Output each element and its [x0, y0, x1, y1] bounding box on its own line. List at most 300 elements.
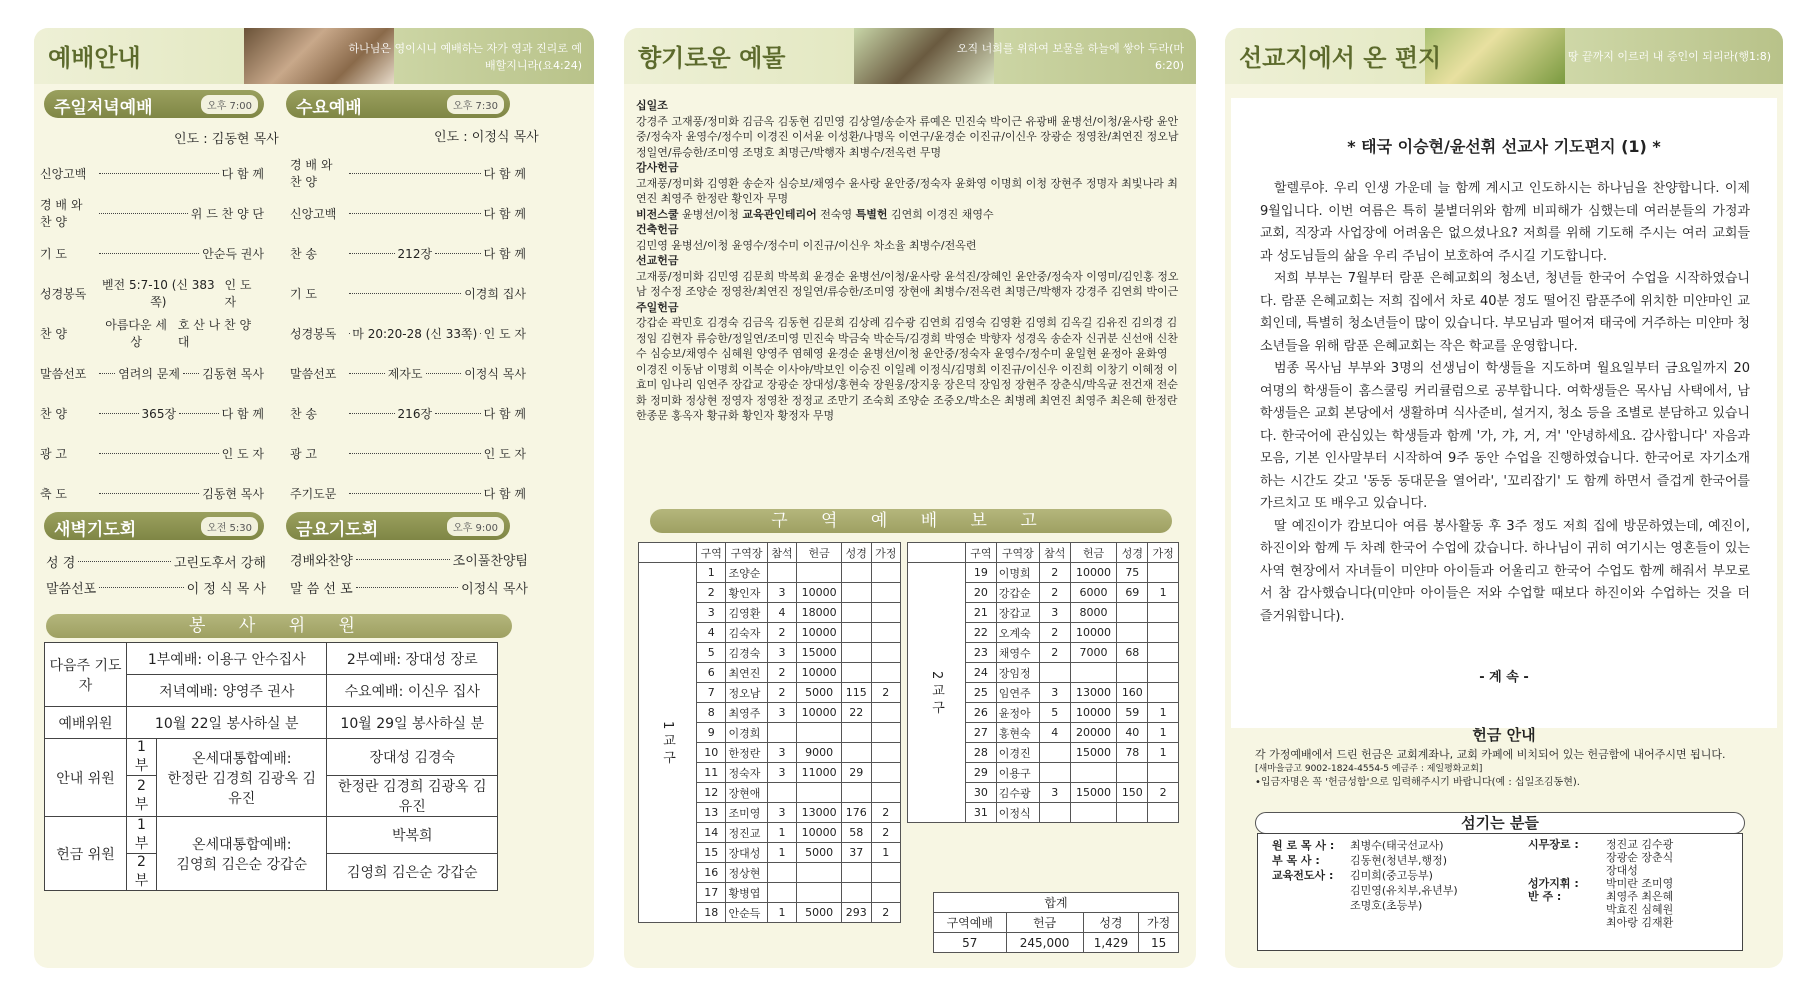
- district-cell: [1148, 683, 1179, 703]
- letter-body: [1260, 178, 1750, 628]
- offer-unite: [157, 817, 327, 891]
- dots: [349, 373, 385, 374]
- order-item: 경 배 와 찬 양: [40, 198, 83, 229]
- district-cell: [797, 723, 842, 743]
- district-cell: 8000: [1070, 603, 1117, 623]
- dawn-value-2: 이 정 식 목 사: [186, 582, 266, 597]
- prayer-4: 수요예배: 이신우 집사: [327, 675, 498, 707]
- district-cell: 20: [966, 583, 997, 603]
- district-cell: 2: [1039, 583, 1070, 603]
- district-cell: 2: [1148, 783, 1179, 803]
- order-person: 호 산 나 찬 양 대: [177, 318, 252, 349]
- offering-heading: 건축헌금: [636, 223, 679, 236]
- offering-guide-title: 헌금 안내: [1472, 726, 1536, 744]
- district-cell: 19: [966, 563, 997, 583]
- district-cell: 1: [1148, 703, 1179, 723]
- district-cell: 10000: [797, 663, 842, 683]
- district-cell: 이정식: [996, 803, 1039, 823]
- order-item: 기 도: [40, 246, 67, 261]
- order-row: [290, 158, 526, 188]
- district-cell: 293: [842, 903, 871, 923]
- district-cell: 150: [1117, 783, 1148, 803]
- district-header: 헌금: [797, 543, 842, 563]
- district-cell: 2: [1039, 563, 1070, 583]
- offering-names: 고재풍/정미화 김민영 김문희 박복희 윤경순 윤병선/이청/윤사랑 윤석진/장혜인 윤안중/정숙자 이영미/김인홍 정오남 정수정 조양순 정영찬/최연진 정일연/류승한/조미영 장현애 최병수/전옥련 최명근/박행자 강경주 김연희 박이근: [636, 269, 1179, 298]
- district-cell: 김숙자: [726, 623, 767, 643]
- district-cell: 6000: [1070, 583, 1117, 603]
- offering-heading: 주일헌금: [636, 300, 679, 314]
- staff-row: [1272, 898, 1458, 913]
- district-cell: 최연진: [726, 663, 767, 683]
- district-cell: 18: [697, 903, 726, 923]
- order-detail: 216장: [397, 406, 433, 421]
- district-cell: [767, 723, 796, 743]
- district-cell: [842, 583, 871, 603]
- offer-unite-names: 김영희 김은순 강갑순: [176, 856, 308, 873]
- sum-header: 헌금: [1006, 913, 1083, 933]
- friday-label-2: 말 씀 선 포: [290, 582, 353, 597]
- offering-group: [636, 300, 1181, 424]
- order-row: [40, 478, 264, 508]
- district-header: 구역장: [996, 543, 1039, 563]
- order-item: 광 고: [290, 446, 317, 461]
- district-cell: [871, 623, 900, 643]
- dawn-row-1: [46, 552, 266, 571]
- district-cell: 이경진: [996, 743, 1039, 763]
- staff-role: 원 로 목 사 :: [1272, 839, 1335, 852]
- offer-second: 2부: [127, 854, 157, 891]
- dots: [78, 561, 171, 562]
- staff-row: [1272, 883, 1458, 898]
- district-cell: 2: [767, 683, 796, 703]
- guide-unite-names: 한정란 김경희 김광옥 김유진: [167, 770, 317, 807]
- district-cell: 장대성: [726, 843, 767, 863]
- district-cell: 정숙자: [726, 763, 767, 783]
- offering-list: [636, 98, 1181, 424]
- district-cell: 2: [697, 583, 726, 603]
- order-person: 위 드 찬 양 단: [190, 206, 264, 221]
- order-item: 성경봉독: [40, 286, 87, 301]
- prayer-3: 저녁예배: 양영주 권사: [127, 675, 327, 707]
- dots: [99, 413, 139, 414]
- district-header-row: [908, 543, 1179, 563]
- district-cell: 3: [767, 743, 796, 763]
- offering-header: [624, 28, 1196, 84]
- letter-paragraph: 저희 부부는 7월부터 람푼 은혜교회의 청소년, 청년들 한국어 수업을 시작하였습니다. 람푼 은혜교회는 저희 집에서 차로 40분 정도 떨어진 람푼주에 위치한 미얀마인 교회인데, 특별히 청소년들이 많이 있습니다. 부모님과 떨어져 태국에 거주하는 미얀마 청소년들을 위해 람푼 은혜교회는 작은 학교를 운영합니다.: [1260, 271, 1750, 354]
- district-cell: [871, 663, 900, 683]
- district-cell: 안순득: [726, 903, 767, 923]
- order-detail: 마 20:20-28 (신 33쪽): [352, 326, 478, 341]
- order-detail: 212장: [397, 246, 433, 261]
- district-cell: [842, 663, 871, 683]
- friday-value-1: 조이풀찬양팀: [452, 554, 528, 569]
- order-item: 말씀선포: [290, 366, 337, 381]
- order-row: [290, 478, 526, 508]
- friday-time: 오후 9:00: [447, 517, 504, 536]
- offer-committee-label: 헌금 위원: [45, 817, 127, 891]
- district-cell: [767, 783, 796, 803]
- dots: [426, 373, 462, 374]
- district-cell: [842, 643, 871, 663]
- worship-header: [34, 28, 594, 84]
- dots: [356, 559, 450, 560]
- district-cell: 78: [1117, 743, 1148, 763]
- district-cell: 11000: [797, 763, 842, 783]
- staff-names: 정진교 김수광: [1606, 838, 1674, 851]
- sunday-leader: 인도 : 김동현 목사: [174, 132, 279, 147]
- letter-title: * 태국 이승현/윤선휘 선교사 기도편지 (1) *: [1347, 137, 1661, 156]
- district-cell: [1148, 623, 1179, 643]
- district-cell: 10000: [797, 583, 842, 603]
- dots: [99, 213, 188, 214]
- district-cell: [1039, 803, 1070, 823]
- order-row: [290, 438, 526, 468]
- district-cell: [871, 583, 900, 603]
- district-cell: [1117, 663, 1148, 683]
- order-row: [40, 318, 264, 348]
- dawn-pill: [44, 512, 264, 540]
- district-cell: 10: [697, 743, 726, 763]
- offering-guide-1: 각 가정예배에서 드린 헌금은 교회계좌나, 교회 카페에 비치되어 있는 헌금함에 내어주시면 됩니다.: [1255, 748, 1726, 761]
- dawn-label-1: 성 경: [46, 556, 76, 571]
- guide-unite-title: 온세대통합예배:: [192, 750, 292, 767]
- staff-names: 최아랑 김재환: [1606, 916, 1674, 929]
- district-cell: 채영수: [996, 643, 1039, 663]
- staff-names: 박효진 심혜원: [1606, 903, 1674, 916]
- worship-subtitle: 하나님은 영이시니 예배하는 자가 영과 진리로 예배할지니라(요4:24): [348, 42, 582, 72]
- district-header: 참석: [767, 543, 796, 563]
- district-cell: 3: [767, 703, 796, 723]
- district-cell: 2: [767, 663, 796, 683]
- district-cell: 4: [697, 623, 726, 643]
- district-cell: 3: [767, 803, 796, 823]
- worship-title: 예배안내: [48, 43, 141, 72]
- district-sum-table: [933, 892, 1179, 953]
- district-cell: [797, 783, 842, 803]
- guide-second: 2부: [127, 776, 157, 817]
- offering-subtitle: 오직 너희를 위하여 보물을 하늘에 쌓아 두라(마6:20): [956, 42, 1184, 72]
- district-cell: 3: [1039, 683, 1070, 703]
- dots: [99, 453, 219, 454]
- district-cell: [1148, 563, 1179, 583]
- district-cell: 15000: [1070, 783, 1117, 803]
- sum-value: 15: [1139, 933, 1179, 953]
- district-cell: 5: [697, 643, 726, 663]
- dots: [99, 587, 183, 588]
- district-cell: [1117, 623, 1148, 643]
- letter-header-title: 선교지에서 온 편지: [1239, 43, 1442, 72]
- order-item: 광 고: [40, 446, 67, 461]
- district-header: 성경: [1117, 543, 1148, 563]
- district-table-left: [638, 542, 901, 923]
- district-header-row: [639, 543, 901, 563]
- district-cell: 6: [697, 663, 726, 683]
- order-item: 말씀선포: [40, 366, 87, 381]
- offer-unite-title: 온세대통합예배:: [192, 836, 292, 853]
- district-cell: 정오남: [726, 683, 767, 703]
- sum-title-row: [934, 893, 1179, 913]
- offering-names: 강경주 고재풍/정미화 김금옥 김동현 김민영 김상열/송순자 류예은 민진숙 박이근 유광배 윤병선/이청/윤사랑 윤안중/정숙자 윤영수/정수미 이경진 이서윤 이성환/나명옥 이연구/윤경순 이진규/이신우 장광순 정영찬/최연진 정오남 정일연/류승한/조미영 조명호 최명근/박행자 최병수/전옥련 무명: [636, 114, 1179, 159]
- district-cell: 2: [1039, 623, 1070, 643]
- staff-row: [1528, 890, 1673, 903]
- order-row: [40, 358, 264, 388]
- offering-heading: 교육관인테리어: [742, 207, 817, 221]
- district-cell: 5000: [797, 843, 842, 863]
- district-cell: [842, 863, 871, 883]
- sum-title: 합계: [934, 893, 1179, 913]
- district-header: 가정: [871, 543, 900, 563]
- district-cell: 홍현숙: [996, 723, 1039, 743]
- offering-names: 윤병선/이청: [682, 207, 739, 221]
- staff-row: [1272, 853, 1458, 868]
- district-cell: [871, 783, 900, 803]
- district-cell: 29: [966, 763, 997, 783]
- offering-names: 김민영 윤병선/이청 윤영수/정수미 이진규/이신우 차소율 최병수/전옥련: [636, 238, 977, 252]
- district-cell: 30: [966, 783, 997, 803]
- district-cell: [871, 763, 900, 783]
- order-item: 찬 송: [290, 406, 317, 421]
- dots: [99, 253, 199, 254]
- district-cell: 115: [842, 683, 871, 703]
- friday-title: 금요기도회: [296, 520, 379, 540]
- wednesday-pill: [286, 90, 510, 118]
- district-cell: 2: [871, 823, 900, 843]
- district-cell: 10000: [797, 623, 842, 643]
- dots: [349, 413, 395, 414]
- district-cell: 9: [697, 723, 726, 743]
- district-cell: [1148, 763, 1179, 783]
- order-item: 찬 송: [290, 246, 317, 261]
- guide-label: 안내 위원: [45, 739, 127, 817]
- district-cell: [1148, 663, 1179, 683]
- staff-names: 김미희(중고등부): [1350, 869, 1433, 882]
- district-header: 구역: [966, 543, 997, 563]
- wednesday-time: 오후 7:30: [447, 95, 504, 114]
- offering-group: [636, 98, 1181, 160]
- staff-role: 부 목 사 :: [1272, 854, 1320, 867]
- district-cell: 8: [697, 703, 726, 723]
- district-cell: [871, 883, 900, 903]
- order-item: 찬 양: [40, 326, 67, 341]
- district-cell: 20000: [1070, 723, 1117, 743]
- dots: [179, 413, 219, 414]
- guide-unite: [157, 739, 327, 817]
- order-row: [290, 318, 526, 348]
- dawn-row-2: [46, 578, 266, 597]
- district-cell: [842, 623, 871, 643]
- letter-continue: - 계 속 -: [1479, 670, 1529, 685]
- district-cell: 이용구: [996, 763, 1039, 783]
- order-row: [40, 158, 264, 188]
- sum-header: 가정: [1139, 913, 1179, 933]
- order-person: 인 도 자: [224, 278, 252, 309]
- offering-heading: 감사헌금: [636, 161, 679, 174]
- offering-names: 고재풍/정미화 김영환 송순자 심승보/채영수 윤사랑 윤안중/정숙자 윤화영 이명희 이청 장현주 정명자 최빛나라 최연진 최영주 한정란 황인자 무명: [636, 176, 1178, 205]
- district-cell: 24: [966, 663, 997, 683]
- district-cell: [1148, 643, 1179, 663]
- district-cell: 최영주: [726, 703, 767, 723]
- order-row: [40, 198, 264, 228]
- offering-guide-text: [1255, 748, 1755, 790]
- district-cell: 2: [871, 903, 900, 923]
- staff-names: 김민영(유치부,유년부): [1350, 884, 1458, 897]
- dots: [349, 293, 461, 294]
- letter-paragraph: 할렐루야. 우리 인생 가운데 늘 함께 계시고 인도하시는 하나님을 찬양합니다. 이제 9월입니다. 이번 여름은 특히 불볕더위와 함께 비피해가 심했는데 여러분들의 가정과 교회, 직장과 사업장에 어려움은 없으셨나요? 저희를 위해 기도해 주시는 여러 교회들과 성도님들의 삶을 우리 주님이 보호하여 주시길 기도합니다.: [1260, 181, 1750, 264]
- dots: [349, 493, 481, 494]
- district-cell: 3: [767, 643, 796, 663]
- district-cell: 25: [966, 683, 997, 703]
- sunday-time: 오후 7:00: [201, 95, 258, 114]
- dawn-time: 오전 5:30: [201, 517, 258, 536]
- offering-names: 전숙영: [820, 207, 853, 221]
- sum-header-row: [934, 913, 1179, 933]
- order-detail: 아름다운 세상: [105, 318, 168, 349]
- district-cell: 176: [842, 803, 871, 823]
- district-cell: 10000: [797, 823, 842, 843]
- district-cell: 59: [1117, 703, 1148, 723]
- district-cell: 김영환: [726, 603, 767, 623]
- district-group-head: [908, 543, 966, 563]
- sum-header: 성경: [1083, 913, 1139, 933]
- district-cell: 7000: [1070, 643, 1117, 663]
- staff-role: 반 주 :: [1528, 890, 1562, 903]
- order-row: [40, 398, 264, 428]
- district-cell: 2: [1039, 643, 1070, 663]
- district-cell: 13000: [1070, 683, 1117, 703]
- district-cell: 4: [767, 603, 796, 623]
- district-cell: [1148, 803, 1179, 823]
- offering-group: [636, 160, 1181, 207]
- order-person: 안순득 권사: [202, 246, 264, 261]
- sunday-evening-pill: [44, 90, 264, 118]
- district-cell: 5000: [797, 683, 842, 703]
- staff-row: [1528, 864, 1673, 877]
- letter-header: [1225, 28, 1783, 84]
- district-cell: 11: [697, 763, 726, 783]
- district-cell: 1: [1148, 583, 1179, 603]
- order-person: 다 함 께: [483, 406, 526, 421]
- staff-row: [1528, 916, 1673, 929]
- district-cell: 10000: [1070, 563, 1117, 583]
- staff-names: 최병수(태국선교사): [1350, 839, 1444, 852]
- district-cell: 21: [966, 603, 997, 623]
- district-cell: 2: [871, 683, 900, 703]
- district-cell: [871, 863, 900, 883]
- district-cell: 15000: [1070, 743, 1117, 763]
- district-cell: 한정란: [726, 743, 767, 763]
- staff-role: 교육전도사 :: [1272, 869, 1334, 882]
- dots: [349, 173, 481, 174]
- district-cell: [797, 883, 842, 903]
- district-cell: [842, 603, 871, 623]
- order-item: 기 도: [290, 286, 317, 301]
- dots: [99, 493, 199, 494]
- sunday-evening-title: 주일저녁예배: [54, 98, 153, 118]
- district-cell: 1: [871, 843, 900, 863]
- service-committee-title: 봉 사 위 원: [46, 614, 512, 638]
- district-cell: 10000: [797, 703, 842, 723]
- order-person: 인 도 자: [483, 446, 526, 461]
- district-cell: [1039, 763, 1070, 783]
- district-table-right: [907, 542, 1179, 823]
- district-header: 구역: [697, 543, 726, 563]
- district-cell: 1: [1148, 743, 1179, 763]
- friday-value-2: 이정식 목사: [461, 582, 528, 597]
- district-cell: [767, 863, 796, 883]
- district-group-head: [639, 543, 697, 563]
- district-cell: 2: [767, 623, 796, 643]
- order-person: 김동현 목사: [202, 486, 264, 501]
- district-cell: 임연주: [996, 683, 1039, 703]
- district-cell: 9000: [797, 743, 842, 763]
- district-cell: 김수광: [996, 783, 1039, 803]
- order-row: [290, 278, 526, 308]
- district-cell: [871, 743, 900, 763]
- friday-row-1: [290, 550, 528, 569]
- district-cell: 1: [767, 843, 796, 863]
- staff-right: [1528, 838, 1673, 929]
- district-row: [639, 563, 901, 583]
- district-cell: [871, 603, 900, 623]
- sum-value-row: [934, 933, 1179, 953]
- wednesday-leader: 인도 : 이정식 목사: [434, 130, 539, 145]
- sum-value: 245,000: [1006, 933, 1083, 953]
- dawn-label-2: 말씀선포: [46, 582, 97, 597]
- district-cell: [871, 703, 900, 723]
- offering-group: [636, 253, 1181, 300]
- offering-heading: 선교헌금: [636, 254, 679, 267]
- dots: [183, 373, 199, 374]
- staff-names: 조명호(초등부): [1350, 899, 1423, 912]
- offering-title: 향기로운 예물: [638, 43, 786, 72]
- district-cell: 장임정: [996, 663, 1039, 683]
- dots: [99, 173, 219, 174]
- order-person: 다 함 께: [221, 166, 264, 181]
- staff-box: [1257, 833, 1743, 951]
- offer-first: 1부: [127, 817, 157, 854]
- dots: [435, 413, 481, 414]
- order-row: [40, 238, 264, 268]
- order-person: 다 함 께: [483, 246, 526, 261]
- offering-group: [636, 222, 1181, 253]
- district-cell: [1117, 803, 1148, 823]
- offering-names: 강갑순 곽민호 김경숙 김금옥 김동현 김문희 김상례 김수광 김연희 김영숙 김영환 김영희 김옥길 김유진 김의경 김정임 김현자 류승한/정일연/조미영 민진숙 박금숙 박순득/김경희 박영순 박향자 성경옥 송순자 신귀분 신선애 신찬수 심승보/채영수 심혜원 양영주 염혜영 윤경순 윤병선/이청 윤안중/정숙자 윤영수/정수미 윤일현 윤정아 윤화영 이경진 이동남 이명희 이복순 이사야/박보인 이승진 이일례 이정식/김명희 이진규/이신우 이진희 이창기 이혜정 이효미 임나리 임연주 장갑교 장광순 장대성/홍현숙 장원웅/장지웅 장은덕 장임정 장현주 장춘식/박옥균 전건재 전순화 정미화 정상현 정영자 정영찬 정정교 조만기 조숙희 조양순 조중오/박소은 최병례 최연진 최영주 최은혜 한정란 한종문 홍옥자 황규화 황인자 황정자 무명: [636, 316, 1178, 422]
- staff-left: [1272, 838, 1458, 913]
- district-cell: 오계숙: [996, 623, 1039, 643]
- reserve-2: 10월 29일 봉사하실 분: [327, 707, 498, 739]
- dawn-value-1: 고린도후서 강해: [173, 556, 266, 571]
- district-cell: [1039, 663, 1070, 683]
- prayer-label: 다음주 기도자: [45, 643, 127, 707]
- district-cell: [767, 883, 796, 903]
- district-cell: 31: [966, 803, 997, 823]
- district-cell: 15000: [797, 643, 842, 663]
- district-header: 헌금: [1070, 543, 1117, 563]
- staff-names: 장광순 장춘식: [1606, 851, 1674, 864]
- wednesday-title: 수요예배: [296, 98, 362, 118]
- district-cell: 장현애: [726, 783, 767, 803]
- district-cell: 37: [842, 843, 871, 863]
- district-cell: 28: [966, 743, 997, 763]
- offering-group: [636, 207, 1181, 223]
- district-cell: 이명희: [996, 563, 1039, 583]
- district-cell: 160: [1117, 683, 1148, 703]
- district-header: 가정: [1148, 543, 1179, 563]
- order-row: [290, 198, 526, 228]
- district-cell: 4: [1039, 723, 1070, 743]
- staff-row: [1528, 903, 1673, 916]
- staff-role: 시무장로 :: [1528, 838, 1579, 851]
